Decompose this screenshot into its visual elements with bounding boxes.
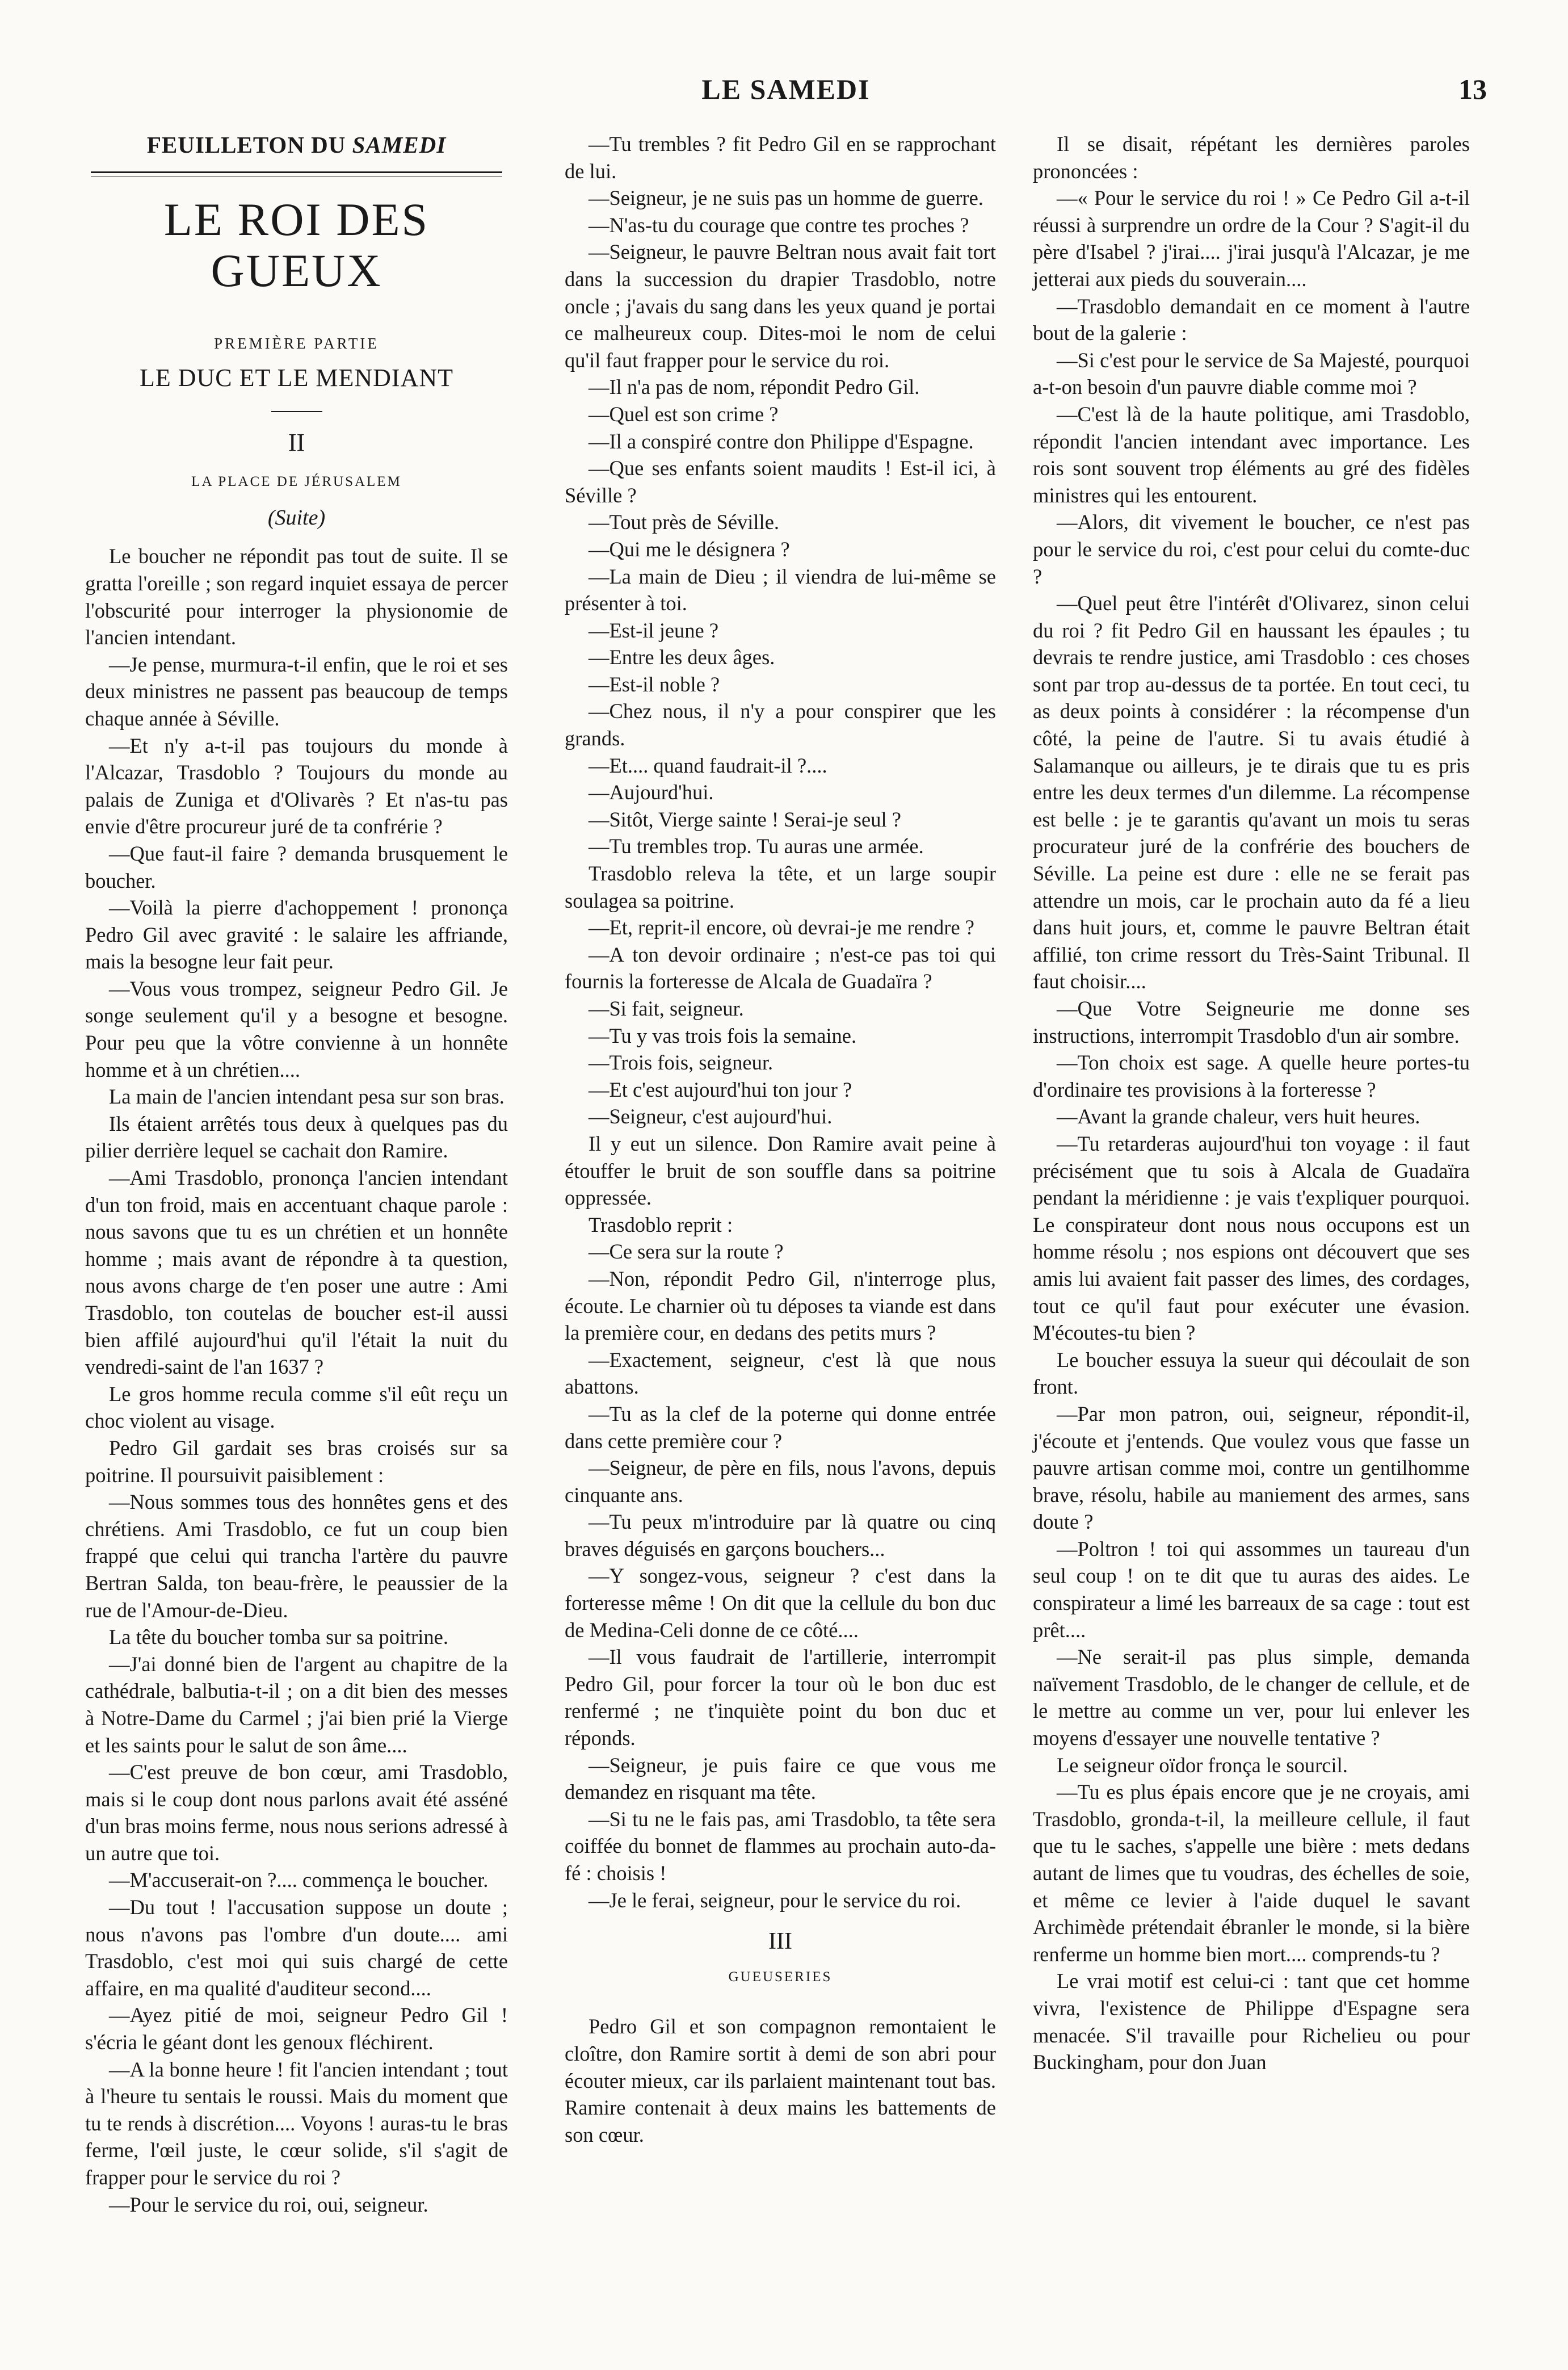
paragraph: Trasdoblo releva la tête, et un large soupir soulagea sa poitrine. xyxy=(565,862,996,912)
paragraph: —Ce sera sur la route ? xyxy=(588,1240,784,1264)
column-left xyxy=(85,131,508,2218)
paragraph: —Il vous faudrait de l'artillerie, interrompit Pedro Gil, pour forcer la tour où le bon duc est renfermé ; ne t'inquiète point du bon duc et réponds. xyxy=(565,1645,996,1750)
paragraph: Pedro Gil et son compagnon remontaient le cloître, don Ramire sortit à demi de son abri pour écouter mieux, car ils parlaient maintenant tout bas. Ramire contenait à deux mains les battements de son cœur. xyxy=(565,2015,996,2146)
paragraph: —Et, reprit-il encore, où devrai-je me rendre ? xyxy=(588,916,974,939)
paragraph: —Qui me le désignera ? xyxy=(588,537,790,561)
suite-label: (Suite) xyxy=(267,505,326,530)
paragraph: —Que Votre Seigneurie me donne ses instructions, interrompit Trasdoblo d'un air sombre. xyxy=(1033,997,1470,1047)
running-title: LE SAMEDI xyxy=(701,73,871,105)
paragraph: —Seigneur, c'est aujourd'hui. xyxy=(588,1105,833,1129)
paragraph: —Que faut-il faire ? demanda brusquement le boucher. xyxy=(85,841,508,892)
paragraph: —Trois fois, seigneur. xyxy=(588,1051,774,1075)
right-paragraphs xyxy=(1033,131,1470,2076)
paragraph: —Si tu ne le fais pas, ami Trasdoblo, ta tête sera coiffée du bonnet de flammes au prochain auto-da-fé : choisis ! xyxy=(565,1807,996,1885)
paragraph: —Voilà la pierre d'achoppement ! prononça Pedro Gil avec gravité : le salaire les affriande, mais la besogne leur fait peur. xyxy=(85,896,508,974)
paragraph: —Si c'est pour le service de Sa Majesté, pourquoi a-t-on besoin d'un pauvre diable comme moi ? xyxy=(1033,348,1470,399)
part-label: PREMIÈRE PARTIE xyxy=(214,335,379,352)
paragraph: —Tu as la clef de la poterne qui donne entrée dans cette première cour ? xyxy=(565,1402,996,1453)
paragraph: —Du tout ! l'accusation suppose un doute ; nous n'avons pas l'ombre d'un doute.... ami Trasdoblo, c'est moi qui suis chargé de cette affaire, en ma qualité d'auditeur second.... xyxy=(85,1895,508,2000)
paragraph: —Seigneur, je ne suis pas un homme de guerre. xyxy=(588,186,983,210)
chapter-number: II xyxy=(288,428,305,456)
paragraph: —N'as-tu du courage que contre tes proches ? xyxy=(588,213,969,237)
paragraph: —Tu trembles ? fit Pedro Gil en se rapprochant de lui. xyxy=(565,132,996,183)
page-header xyxy=(85,73,1487,112)
chapter-title-3: GUEUSERIES xyxy=(728,1969,833,1985)
paragraph: —Et c'est aujourd'hui ton jour ? xyxy=(588,1077,852,1101)
paragraph: —Et.... quand faudrait-il ?.... xyxy=(588,753,827,777)
paragraph: —Poltron ! toi qui assommes un taureau d'un seul coup ! on te dit que tu auras des aides. Le conspirateur a limé les barreaux de sa cage : tout est prêt.... xyxy=(1033,1537,1470,1642)
paragraph: —Seigneur, de père en fils, nous l'avons, depuis cinquante ans. xyxy=(565,1456,996,1507)
paragraph: —Ayez pitié de moi, seigneur Pedro Gil ! s'écria le géant dont les genoux fléchirent. xyxy=(85,2003,508,2054)
paragraph: —Sitôt, Vierge sainte ! Serai-je seul ? xyxy=(588,807,901,831)
column-middle xyxy=(565,131,996,2148)
paragraph: —Il a conspiré contre don Philippe d'Espagne. xyxy=(588,429,974,453)
paragraph: —Seigneur, je puis faire ce que vous me demandez en risquant ma tête. xyxy=(565,1753,996,1804)
paragraph: —Et n'y a-t-il pas toujours du monde à l'Alcazar, Trasdoblo ? Toujours du monde au palais de Zuniga et d'Olivarès ? Et n'as-tu pas envie d'être procureur juré de ta confrérie ? xyxy=(85,733,508,838)
paragraph: —Ne serait-il pas plus simple, demanda naïvement Trasdoblo, de le changer de cellule, et de le mettre au comme un ver, pour lui enlever les moyens d'essayer une nouvelle tentative ? xyxy=(1033,1645,1470,1750)
paragraph: —La main de Dieu ; il viendra de lui-même se présenter à toi. xyxy=(565,564,996,615)
part-title: LE DUC ET LE MENDIANT xyxy=(140,363,453,392)
paragraph: —Vous vous trompez, seigneur Pedro Gil. Je songe seulement qu'il y a besogne et besogne. Pour peu que la vôtre convienne à un honnête homme et à un chrétien.... xyxy=(85,976,508,1081)
paragraph: —Chez nous, il n'y a pour conspirer que les grands. xyxy=(565,699,996,750)
middle-top-paragraphs xyxy=(565,131,996,1914)
left-paragraphs xyxy=(85,543,508,2218)
paragraph: —A la bonne heure ! fit l'ancien intendant ; tout à l'heure tu sentais le roussi. Mais du moment que tu te rends à discrétion.... Voyons ! auras-tu le bras ferme, l'œil juste, le cœur solide, s'il s'agit de frapper pour le service du roi ? xyxy=(85,2057,508,2189)
middle-bottom-paragraphs xyxy=(565,2013,996,2148)
paragraph: Le boucher ne répondit pas tout de suite. Il se gratta l'oreille ; son regard inquiet essaya de percer l'obscurité pour interroger la physionomie de l'ancien intendant. xyxy=(85,544,508,649)
paragraph: —Trasdoblo demandait en ce moment à l'autre bout de la galerie : xyxy=(1033,294,1470,345)
paragraph: Il se disait, répétant les dernières paroles prononcées : xyxy=(1033,132,1470,183)
section-rule xyxy=(271,411,322,412)
paragraph: —Tout près de Séville. xyxy=(588,510,780,534)
paragraph: Il y eut un silence. Don Ramire avait peine à étouffer le bruit de son souffle dans sa poitrine oppressée. xyxy=(565,1131,996,1210)
paragraph: —Si fait, seigneur. xyxy=(588,997,744,1020)
feuilleton-label xyxy=(85,131,508,159)
paragraph: —Que ses enfants soient maudits ! Est-il ici, à Séville ? xyxy=(565,456,996,507)
novel-title: LE ROI DES GUEUX xyxy=(163,194,430,296)
paragraph: —Seigneur, le pauvre Beltran nous avait fait tort dans la succession du drapier Trasdoblo, notre oncle ; j'avais du sang dans les yeux quand je portai ce malheureux coup. Dites-moi le nom de celui qu'il faut frapper pour le service du roi. xyxy=(565,240,996,372)
paragraph: —Alors, dit vivement le boucher, ce n'est pas pour le service du roi, c'est pour celui du comte-duc ? xyxy=(1033,510,1470,588)
paragraph: —Je pense, murmura-t-il enfin, que le roi et ses deux ministres ne passent pas beaucoup de temps chaque année à Séville. xyxy=(85,652,508,730)
paragraph: La tête du boucher tomba sur sa poitrine. xyxy=(109,1625,449,1649)
paragraph: —Tu peux m'introduire par là quatre ou cinq braves déguisés en garçons bouchers... xyxy=(565,1510,996,1561)
paragraph: Le vrai motif est celui-ci : tant que cet homme vivra, l'existence de Philippe d'Espagne sera menacée. S'il travaille pour Richelieu ou pour Buckingham, pour don Juan xyxy=(1033,1969,1470,2074)
paragraph: —Il n'a pas de nom, répondit Pedro Gil. xyxy=(588,375,920,399)
paragraph: Le gros homme recula comme s'il eût reçu un choc violent au visage. xyxy=(85,1382,508,1433)
paragraph: —Tu y vas trois fois la semaine. xyxy=(588,1023,857,1047)
paragraph: —« Pour le service du roi ! » Ce Pedro Gil a-t-il réussi à surprendre un ordre de la Cour ? S'agit-il du père d'Isabel ? j'irai.... j'irai jusqu'à l'Alcazar, je me jetterai aux pieds du souverain.... xyxy=(1033,186,1470,291)
paragraph: —C'est preuve de bon cœur, ami Trasdoblo, mais si le coup dont nous parlons avait été asséné d'un bras moins ferme, nous nous serions adressé à un autre que toi. xyxy=(85,1760,508,1865)
paragraph: —Avant la grande chaleur, vers huit heures. xyxy=(1057,1105,1420,1129)
paragraph: —Est-il jeune ? xyxy=(588,618,719,642)
paragraph: —Ami Trasdoblo, prononça l'ancien intendant d'un ton froid, mais en accentuant chaque parole : nous savons que tu es un chrétien et un honnête homme ; mais avant de répondre à ta question, nous avons charge de t'en poser une autre : Ami Trasdoblo, ton coutelas de boucher est-il aussi bien affilé aujourd'hui qu'il l'était la nuit du vendredi-saint de l'an 1637 ? xyxy=(85,1166,508,1379)
paragraph: —Quel peut être l'intérêt d'Olivarez, sinon celui du roi ? fit Pedro Gil en haussant les épaules ; tu devrais te rendre justice, ami Trasdoblo : ces choses sont par trop au-dessus de ta portée. En tout ceci, tu as deux points à considérer : la récompense d'un côté, la peine de l'autre. Si tu avais étudié à Salamanque ou ailleurs, je te dirais que tu es pris entre les deux termes d'un dilemme. La récompense est belle : je te garantis qu'avant un mois tu seras procurateur juré de la confrérie des bouchers de Séville. La peine est dure : elle ne se ferait pas attendre un mois, car le prochain auto da fé a lieu dans huit jours, et, comme le pauvre Beltran était affilié, ton crime ressort du Très-Saint Tribunal. Il faut choisir.... xyxy=(1033,592,1470,993)
paragraph: —Quel est son crime ? xyxy=(588,402,779,426)
feuilleton-label-text: FEUILLETON DU xyxy=(146,132,346,158)
paragraph: —C'est là de la haute politique, ami Trasdoblo, répondit l'ancien intendant avec importance. Les rois sont souvent trop éléments au gré des fidèles ministres qui les entourent. xyxy=(1033,402,1470,507)
paragraph: Trasdoblo reprit : xyxy=(588,1213,733,1236)
paragraph: —Entre les deux âges. xyxy=(588,645,775,669)
paragraph: —Exactement, seigneur, c'est là que nous abattons. xyxy=(565,1348,996,1399)
paragraph: Le boucher essuya la sueur qui découlait de son front. xyxy=(1033,1348,1470,1399)
column-right xyxy=(1033,131,1470,2076)
paragraph: Ils étaient arrêtés tous deux à quelques pas du pilier derrière lequel se cachait don Ramire. xyxy=(85,1111,508,1163)
paragraph: —Par mon patron, oui, seigneur, répondit-il, j'écoute et j'entends. Que voulez vous que fasse un pauvre artisan comme moi, contre un gentilhomme brave, résolu, habile au maniement des armes, sans doute ? xyxy=(1033,1402,1470,1534)
double-rule xyxy=(91,171,502,177)
paragraph: Pedro Gil gardait ses bras croisés sur sa poitrine. Il poursuivit paisiblement : xyxy=(85,1436,508,1487)
paragraph: —Aujourd'hui. xyxy=(588,781,714,804)
paragraph: Le seigneur oïdor fronça le sourcil. xyxy=(1057,1753,1348,1777)
paragraph: La main de l'ancien intendant pesa sur son bras. xyxy=(109,1085,505,1109)
feuilleton-label-italic: SAMEDI xyxy=(352,132,447,158)
paragraph: —Pour le service du roi, oui, seigneur. xyxy=(109,2192,428,2216)
chapter-number-3: III xyxy=(768,1928,792,1955)
paragraph: —Est-il noble ? xyxy=(588,672,720,696)
paragraph: —Non, répondit Pedro Gil, n'interroge plus, écoute. Le charnier où tu déposes ta viande est dans la première cour, en dedans des petits murs ? xyxy=(565,1266,996,1345)
paragraph: —Tu trembles trop. Tu auras une armée. xyxy=(588,834,924,858)
paragraph: —Y songez-vous, seigneur ? c'est dans la forteresse même ! On dit que la cellule du bon duc de Medina-Celi donne de ce côté.... xyxy=(565,1564,996,1642)
paragraph: —A ton devoir ordinaire ; n'est-ce pas toi qui fournis la forteresse de Alcala de Guadaïra ? xyxy=(565,942,996,993)
paragraph: —Tu es plus épais encore que je ne croyais, ami Trasdoblo, gronda-t-il, la meilleure cellule, il faut que tu le saches, s'appelle une bière : mets dedans autant de limes que tu voudras, des échelles de soie, et même ce levier à l'aide duquel le savant Archimède prétendait ébranler le monde, si la bière renferme un homme bien mort.... comprends-tu ? xyxy=(1033,1780,1470,1966)
paragraph: —Ton choix est sage. A quelle heure portes-tu d'ordinaire tes provisions à la forteresse ? xyxy=(1033,1051,1470,1101)
paragraph: —Je le ferai, seigneur, pour le service du roi. xyxy=(588,1888,961,1912)
paragraph: —J'ai donné bien de l'argent au chapitre de la cathédrale, balbutia-t-il ; on a dit bien des messes à Notre-Dame du Carmel ; j'ai bien prié la Vierge et les saints pour le salut de son âme.... xyxy=(85,1652,508,1757)
page-number: 13 xyxy=(1458,73,1487,105)
paragraph: —Nous sommes tous des honnêtes gens et des chrétiens. Ami Trasdoblo, ce fut un coup bien frappé que celui qui trancha l'artère du pauvre Bertran Salda, ton beau-frère, le peaussier de la rue de l'Amour-de-Dieu. xyxy=(85,1490,508,1622)
chapter-title: LA PLACE DE JÉRUSALEM xyxy=(191,474,402,490)
paragraph: —Tu retarderas aujourd'hui ton voyage : il faut précisément que tu sois à Alcala de Guadaïra pendant la méridienne : je vais t'expliquer pourquoi. Le conspirateur dont nous nous occupons est un homme résolu ; nos espions ont découvert que ses amis lui avaient fait passer des limes, des cordages, tout ce qu'il faut pour exécuter une évasion. M'écoutes-tu bien ? xyxy=(1033,1131,1470,1345)
paragraph: —M'accuserait-on ?.... commença le boucher. xyxy=(109,1868,489,1892)
